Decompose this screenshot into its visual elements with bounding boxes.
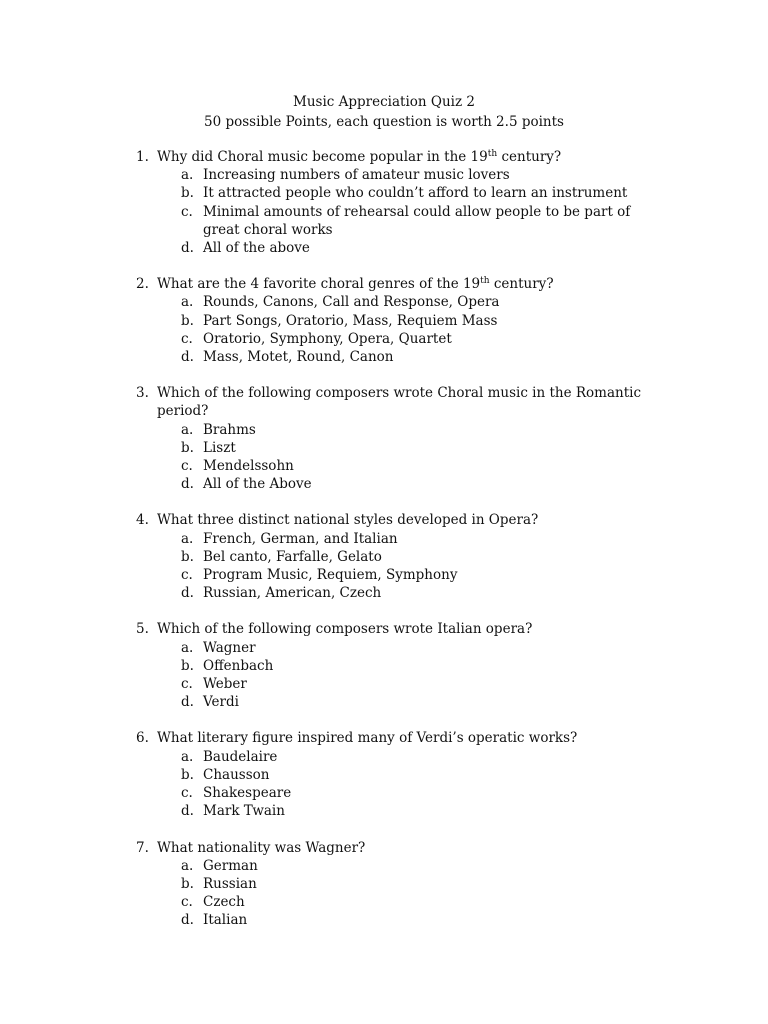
quiz-header	[0, 92, 768, 132]
question-text: 5. Which of the following composers wrote Italian opera?	[136, 621, 533, 638]
option-text: Offenbach	[203, 657, 274, 674]
answer-option	[136, 784, 656, 802]
question-5	[136, 620, 656, 711]
option-text: Mendelssohn	[203, 458, 294, 475]
answer-option	[136, 657, 656, 675]
option-text: All of the Above	[203, 476, 312, 493]
option-letter: b.	[181, 439, 194, 456]
answer-option	[136, 530, 656, 548]
question-number: 2.	[136, 276, 149, 293]
answer-option	[136, 584, 656, 602]
option-letter: c.	[181, 567, 193, 584]
option-text: Part Songs, Oratorio, Mass, Requiem Mass	[203, 312, 498, 329]
option-text: Mark Twain	[203, 803, 285, 820]
answer-option	[136, 639, 656, 657]
question-number: 3.	[136, 385, 149, 402]
question-2	[136, 275, 656, 366]
question-number: 6.	[136, 730, 149, 747]
question-text: 7. What nationality was Wagner?	[136, 839, 366, 856]
question-text: 2. What are the 4 favorite choral genres of the 19th century?	[136, 276, 554, 293]
option-letter: a.	[181, 167, 194, 184]
answer-option	[136, 348, 656, 366]
answer-option	[136, 675, 656, 693]
question-text: 3. Which of the following composers wrote Choral music in the Romantic period?	[136, 385, 642, 420]
question-number: 4.	[136, 512, 149, 529]
option-letter: c.	[181, 330, 193, 347]
answer-option	[136, 766, 656, 784]
answer-options	[136, 293, 656, 366]
ordinal-suffix: th	[480, 276, 490, 287]
option-letter: d.	[181, 585, 194, 602]
option-letter: d.	[181, 240, 194, 257]
option-letter: c.	[181, 785, 193, 802]
answer-option	[136, 421, 656, 439]
question-7	[136, 839, 656, 930]
option-text: Verdi	[203, 694, 239, 711]
answer-option	[136, 330, 656, 348]
answer-option	[136, 184, 656, 202]
option-text: Russian	[203, 875, 257, 892]
answer-option	[136, 457, 656, 475]
answer-option	[136, 293, 656, 311]
option-letter: c.	[181, 894, 193, 911]
answer-option	[136, 439, 656, 457]
option-letter: b.	[181, 657, 194, 674]
option-letter: c.	[181, 676, 193, 693]
answer-option	[136, 693, 656, 711]
option-text: Oratorio, Symphony, Opera, Quartet	[203, 330, 452, 347]
answer-options	[136, 166, 656, 257]
option-letter: d.	[181, 912, 194, 929]
option-text: Baudelaire	[203, 748, 278, 765]
option-text: Increasing numbers of amateur music lovers	[203, 167, 510, 184]
option-letter: b.	[181, 766, 194, 783]
option-text: Chausson	[203, 766, 270, 783]
answer-option	[136, 911, 656, 929]
option-text: Brahms	[203, 421, 256, 438]
option-letter: c.	[181, 203, 193, 220]
option-letter: d.	[181, 476, 194, 493]
quiz-subtitle: 50 possible Points, each question is worth 2.5 points	[204, 114, 564, 130]
answer-option	[136, 239, 656, 257]
option-letter: a.	[181, 530, 194, 547]
option-text: French, German, and Italian	[203, 530, 398, 547]
answer-option	[136, 166, 656, 184]
answer-option	[136, 875, 656, 893]
option-text: All of the above	[203, 240, 310, 257]
option-text: Rounds, Canons, Call and Response, Opera	[203, 294, 500, 311]
answer-options	[136, 421, 656, 494]
answer-option	[136, 802, 656, 820]
option-text: Mass, Motet, Round, Canon	[203, 349, 394, 366]
option-text: Liszt	[203, 439, 236, 456]
option-text: Bel canto, Farfalle, Gelato	[203, 548, 382, 565]
answer-option	[136, 312, 656, 330]
answer-option	[136, 893, 656, 911]
option-text: Program Music, Requiem, Symphony	[203, 567, 458, 584]
option-text: It attracted people who couldn’t afford to learn an instrument	[203, 185, 628, 202]
question-3	[136, 384, 656, 493]
question-1	[136, 148, 656, 257]
option-text: Czech	[203, 894, 245, 911]
question-list	[136, 148, 656, 948]
option-text: Shakespeare	[203, 785, 292, 802]
option-letter: b.	[181, 185, 194, 202]
answer-options	[136, 857, 656, 930]
option-letter: a.	[181, 421, 194, 438]
question-6	[136, 729, 656, 820]
quiz-title: Music Appreciation Quiz 2	[293, 94, 475, 110]
question-text: 4. What three distinct national styles developed in Opera?	[136, 512, 539, 529]
option-letter: b.	[181, 312, 194, 329]
question-4	[136, 511, 656, 602]
question-text: 6. What literary figure inspired many of Verdi’s operatic works?	[136, 730, 578, 747]
option-letter: a.	[181, 748, 194, 765]
option-letter: b.	[181, 875, 194, 892]
option-text: Weber	[203, 676, 247, 693]
question-number: 7.	[136, 839, 149, 856]
option-text: German	[203, 857, 258, 874]
option-letter: a.	[181, 857, 194, 874]
answer-option	[136, 548, 656, 566]
answer-option	[136, 566, 656, 584]
option-letter: a.	[181, 639, 194, 656]
option-letter: d.	[181, 694, 194, 711]
option-letter: b.	[181, 548, 194, 565]
answer-options	[136, 639, 656, 712]
answer-options	[136, 530, 656, 603]
option-letter: c.	[181, 458, 193, 475]
question-number: 1.	[136, 149, 149, 165]
option-letter: d.	[181, 349, 194, 366]
answer-option	[136, 857, 656, 875]
answer-option	[136, 748, 656, 766]
option-text: Wagner	[203, 639, 256, 656]
option-text: Russian, American, Czech	[203, 585, 382, 602]
option-text: Minimal amounts of rehearsal could allow people to be part of great choral works	[203, 203, 631, 238]
question-text: 1. Why did Choral music become popular in the 19th century?	[136, 149, 562, 165]
option-letter: a.	[181, 294, 194, 311]
option-letter: d.	[181, 803, 194, 820]
answer-options	[136, 748, 656, 821]
option-text: Italian	[203, 912, 248, 929]
answer-option	[136, 203, 656, 239]
question-number: 5.	[136, 621, 149, 638]
answer-option	[136, 475, 656, 493]
ordinal-suffix: th	[487, 149, 498, 159]
